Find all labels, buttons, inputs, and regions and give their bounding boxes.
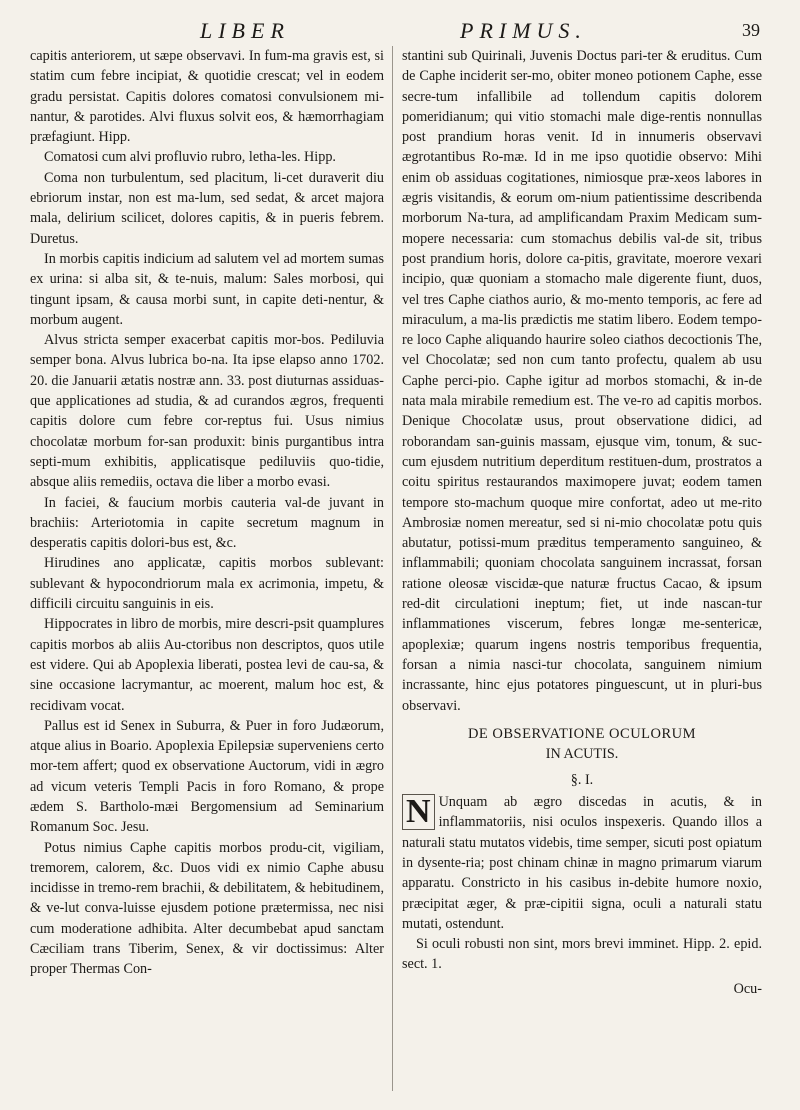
paragraph: capitis anteriorem, ut sæpe observavi. In fum-ma gravis est, si statim cum febre incipiat, & quotidie crescat; vel in eodem gradu persistat. Capitis dolores comatosi convulsionem mi-nantur, & parotides. Alvi fluxus solvit eos, & hæmorrhagiam præfagiunt. Hipp. [30,48,384,146]
running-head-left: LIBER [200,18,290,43]
paragraph: Hirudines ano applicatæ, capitis morbos sublevant: sublevant & hypocondriorum mala ex acrimonia, impetu, & difficili circuitu sanguinis in eis. [30,555,384,613]
drop-cap: N [402,794,435,830]
right-column [402,46,762,1096]
paragraph: Pallus est id Senex in Suburra, & Puer in foro Judæorum, atque alius in Boario. Apoplexia Epilepsiæ superveniens certo mor-tem affert; quod ex observatione Auctorum, vidi in ægro ad vicum veteris Templi Pacis in foro Romano, & prope ædem S. Bartholo-mæi Bergomensium ad Seminarium Romanum Soc. Jesu. [30,717,384,836]
section-title: DE OBSERVATIONE OCULORUM [467,725,697,742]
paragraph: In morbis capitis indicium ad salutem vel ad mortem sumas ex urina: si alba sit, & te-nuis, malum: Sales morbosi, qui tingunt ipsam, & causa morbi sunt, in capite deti-nentur, & morbum augent. [30,250,384,328]
paragraph: Comatosi cum alvi profluvio rubro, letha-les. Hipp. [44,149,336,166]
paragraph: Hippocrates in libro de morbis, mire descri-psit quamplures capitis morbos ab aliis Au-ctoribus non descriptos, quos utile est videre. Qui ab Apoplexia liberati, postea levi de cau-sa, & sine occasione lacrymantur, ac moerent, malum hoc est, & recidivam vocat. [30,616,384,714]
running-head-right: PRIMUS. [460,18,587,43]
catchword: Ocu- [733,980,762,997]
paragraph: Potus nimius Caphe capitis morbos produ-cit, vigiliam, tremorem, calorem, &c. Duos vidi ex nimio Caphe abusu incidisse in tremo-rem brachii, & debilitatem, & hebitudinem, & ve-lut conva-luisse ejusdem potione prætermissa, nec nisi cum moderatione adhibita. Alter decumbebat apud sanctam Cæciliam trans Tiberim, Senex, & vir doctissimus: Alter proper Thermas Con- [30,839,384,978]
section-paragraph [402,792,762,934]
paragraph: Coma non turbulentum, sed placitum, li-cet duraverit diu ebriorum instar, non est ma-lum, sed sedat, & arcet majora mala, delirium scilicet, dolores capitis, & in pueris febrem. Duretus. [30,169,384,247]
column-divider [392,46,393,1091]
page-header [40,16,770,50]
page-number: 39 [742,20,760,40]
section-number: §. I. [570,771,594,788]
section-paragraph-2: Si oculi robusti non sint, mors brevi imminet. Hipp. 2. epid. sect. 1. [402,936,762,973]
section-text: Unquam ab ægro discedas in acutis, & in inflammatoriis, nisi oculos inspexeris. Quando illos a naturali statu mutatos videbis, time semper, sicuti post opiatum in dysente-ria; post chinam chinæ in magno primarum viarum apparatu. Constricto in his casibus in-debite humore noxio, præcipitat æger, & præ-cipitii signa, oculi a naturali statu mutati, ostendunt. [402,794,762,932]
section-subtitle: IN ACUTIS. [545,745,619,762]
paragraph: In faciei, & faucium morbis cauteria val-de juvant in brachiis: Arteriotomia in capite secretum magnum in desperatis capitis dolori-bus est, &c. [30,494,384,552]
paragraph: stantini sub Quirinali, Juvenis Doctus pari-ter & eruditus. Cum de Caphe inciderit ser-mo, obiter moneo potionem Caphe, esse secre-tum infallibile ad tollendum capitis dolorem pomeridianum; qui vitio stomachi male dige-rentis nonnullas post prandium horas venit. Id in innumeris observavi ægrotantibus Ro-mæ. Id in me ipso quotidie observo: Mihi enim ob assiduas cogitationes, nimiosque præ-xeos labores in ægris visitandis, & eorum om-nium patientissime describenda morborum Na-tura, ad amplificandam Praxim Medicam sum-mopere necessaria: cum stomachus debilis val-de sit, tribus post prandium horis, dolore ca-pitis, gravitate, moerore vexari incipio, quæ quoniam a stomacho male digerente fiunt, duos, vel tres Caphe ciathos aurio, & mo-mento temporis, ac fere ad miraculum, a ma-lis prædictis me statim libero. Eodem tempo-re loco Caphe aliquando haurire soleo ciathos decoctionis The, vel Chocolatæ; sed non cum tanto profectu, qualem ab usu Caphe perci-pio. Caphe igitur ad morbos stomachi, & in-de nata mala mirabile remedium est. The ve-ro ad capitis morbos. Denique Chocolatæ usus, prout observatione didici, ad roborandam san-guinis massam, ejusque vim, tonum, & suc-cum ejusdem nutritium deperditum restituen-dum, prostratos a coitu spiritus restaurandos maximopere juvat; eodem tamen tempore sto-machum quoque mire confortat, adeo ut me-rito Ambrosiæ nomen mereatur, sed si ni-mio chocolatæ potu quis abutatur, potissi-mum præditus temperamento sanguineo, & inflammabili; quoniam chocolata sanguinem incrassat, forsan ratione oleosæ viscidæ-que naturæ fructus Cacao, & ipsum red-dit circulationi ineptum; fiet, ut inde nascan-tur inflammationes viscerum, febres longæ me-sentericæ, apoplexiæ; quarum ingens nostris temporibus frequentia, forsan a nimia nasci-tur chocolata, sanguinem nimium incrassante, hinc ejus potatores pinguescunt, ut in pluri-bus observavi. [402,48,762,714]
paragraph: Alvus stricta semper exacerbat capitis mor-bos. Pediluvia semper bona. Alvus lubrica bo-na. Ita ipse elapso anno 1702. 20. die Januarii ætatis nostræ ann. 33. post diuturnas assiduas-que applicationes ad studia, & ad curandos ægros, frequenti capitis dolore cum febre cor-reptus fui. Usus nimius chocolatæ morbum for-san produxit: binis purgantibus intra septi-mum exhibitis, applicatisque pediluviis quo-tidie, absque aliis remediis, octava die liber a morbo evasi. [30,332,384,491]
left-column [30,46,384,1096]
